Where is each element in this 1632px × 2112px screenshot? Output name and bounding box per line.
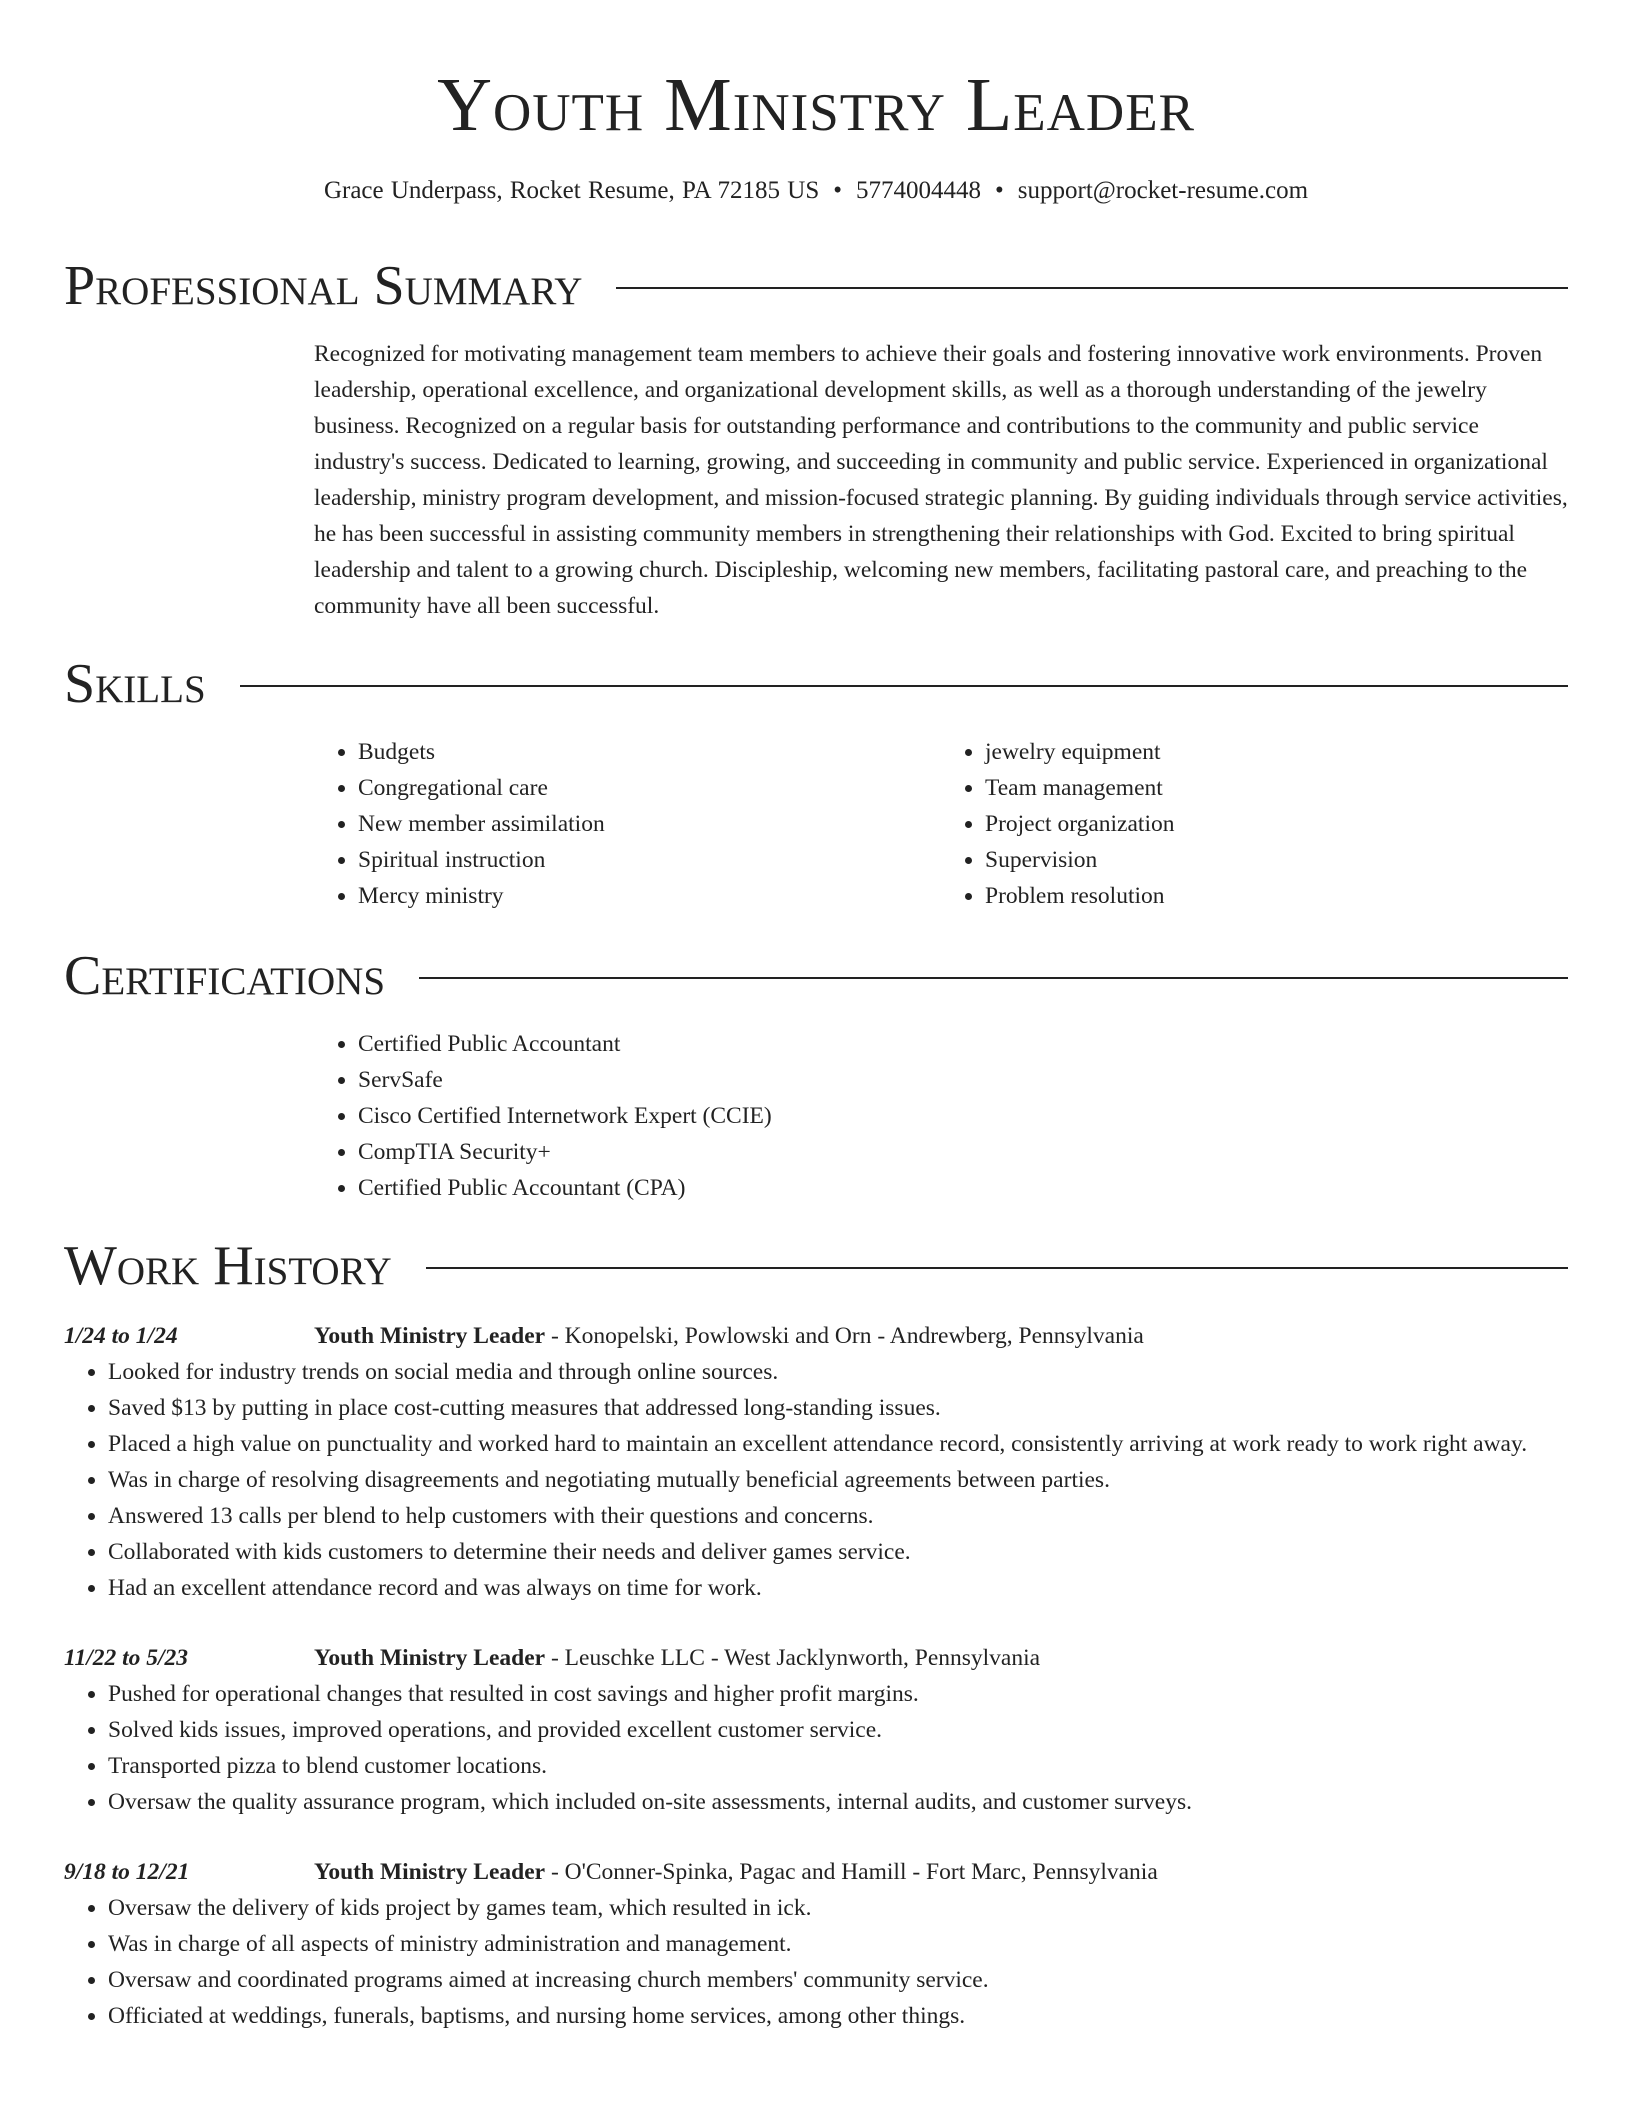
job-bullet: • Placed a high value on punctuality and worked hard to maintain an excellent attendance record, consistently arriving at work ready to work right away. bbox=[108, 1426, 1568, 1462]
job-bullet: • Answered 13 calls per blend to help customers with their questions and concerns. bbox=[108, 1498, 1568, 1534]
certification-item: • ServSafe bbox=[358, 1062, 1568, 1098]
section-divider bbox=[426, 1267, 1568, 1269]
job-heading bbox=[314, 1318, 1144, 1354]
job-bullet: • Pushed for operational changes that resulted in cost savings and higher profit margins. bbox=[108, 1676, 1568, 1712]
section-divider bbox=[419, 977, 1568, 979]
job-dates: 1/24 to 1/24 bbox=[64, 1323, 178, 1349]
skill-item: • Spiritual instruction bbox=[358, 842, 941, 878]
summary-header bbox=[64, 254, 1568, 318]
summary-content bbox=[314, 336, 1568, 624]
job-title: Youth Ministry Leader bbox=[314, 1323, 546, 1349]
certifications-list bbox=[314, 1026, 1568, 1206]
job-bullet: • Oversaw and coordinated programs aimed at increasing church members' community service. bbox=[108, 1962, 1568, 1998]
section-divider bbox=[616, 287, 1568, 289]
skill-item: • Budgets bbox=[358, 734, 941, 770]
job-entry bbox=[64, 1854, 1568, 2034]
job-heading bbox=[314, 1640, 1040, 1676]
skills-list-right bbox=[941, 734, 1568, 914]
certifications-header bbox=[64, 944, 1568, 1008]
work-section bbox=[64, 1234, 1568, 2034]
skill-item: • New member assimilation bbox=[358, 806, 941, 842]
skills-header bbox=[64, 652, 1568, 716]
job-details: - Leuschke LLC - West Jacklynworth, Pennsylvania bbox=[545, 1645, 1041, 1671]
contact-phone: 5774004448 bbox=[856, 177, 981, 204]
job-bullet: • Saved $13 by putting in place cost-cutting measures that addressed long-standing issues. bbox=[108, 1390, 1568, 1426]
job-bullet: • Looked for industry trends on social media and through online sources. bbox=[108, 1354, 1568, 1390]
job-bullet: • Solved kids issues, improved operations, and provided excellent customer service. bbox=[108, 1712, 1568, 1748]
job-bullets bbox=[64, 1354, 1568, 1606]
certification-item: • Cisco Certified Internetwork Expert (CCIE) bbox=[358, 1098, 1568, 1134]
contact-line bbox=[64, 174, 1568, 208]
job-heading bbox=[314, 1854, 1158, 1890]
contact-email[interactable]: support@rocket-resume.com bbox=[1017, 177, 1309, 204]
job-bullet: • Collaborated with kids customers to determine their needs and deliver games service. bbox=[108, 1534, 1568, 1570]
certifications-title: Certifications bbox=[64, 945, 386, 1007]
summary-text: Recognized for motivating management team members to achieve their goals and fostering innovative work environments. Proven leadership, operational excellence, and organizational development skills, as well as a thorough understanding of the jewelry business. Recognized on a regular basis for outstanding performance and contributions to the community and public service industry's success. Dedicated to learning, growing, and succeeding in community and public service. Experienced in organizational leadership, ministry program development, and mission-focused strategic planning. By guiding individuals through service activities, he has been successful in assisting community members in strengthening their relationships with God. Excited to bring spiritual leadership and talent to a growing church. Discipleship, welcoming new members, facilitating pastoral care, and preaching to the community have all been successful. bbox=[314, 341, 1568, 619]
job-bullet: • Was in charge of resolving disagreements and negotiating mutually beneficial agreements between parties. bbox=[108, 1462, 1568, 1498]
skills-title: Skills bbox=[64, 653, 206, 715]
skill-item: • Supervision bbox=[985, 842, 1568, 878]
job-header bbox=[64, 1318, 1568, 1354]
job-bullets bbox=[64, 1676, 1568, 1820]
job-bullet: • Transported pizza to blend customer locations. bbox=[108, 1748, 1568, 1784]
job-header bbox=[64, 1854, 1568, 1890]
skill-item: • Problem resolution bbox=[985, 878, 1568, 914]
contact-separator: • bbox=[833, 177, 842, 204]
skill-item: • Mercy ministry bbox=[358, 878, 941, 914]
job-bullet: • Oversaw the quality assurance program, which included on-site assessments, internal audits, and customer surveys. bbox=[108, 1784, 1568, 1820]
job-bullet: • Had an excellent attendance record and was always on time for work. bbox=[108, 1570, 1568, 1606]
skill-item: • Team management bbox=[985, 770, 1568, 806]
resume-page bbox=[64, 0, 1568, 2029]
section-divider bbox=[240, 685, 1568, 687]
contact-address: Grace Underpass, Rocket Resume, PA 72185 US bbox=[323, 177, 820, 204]
job-dates: 11/22 to 5/23 bbox=[64, 1645, 189, 1671]
job-header bbox=[64, 1640, 1568, 1676]
certification-item: • Certified Public Accountant (CPA) bbox=[358, 1170, 1568, 1206]
skill-item: • Project organization bbox=[985, 806, 1568, 842]
skill-item: • Congregational care bbox=[358, 770, 941, 806]
job-details: - Konopelski, Powlowski and Orn - Andrewberg, Pennsylvania bbox=[545, 1323, 1144, 1349]
job-entry bbox=[64, 1318, 1568, 1606]
job-details: - O'Conner-Spinka, Pagac and Hamill - Fort Marc, Pennsylvania bbox=[545, 1859, 1158, 1885]
skill-item: • jewelry equipment bbox=[985, 734, 1568, 770]
job-bullet: • Officiated at weddings, funerals, baptisms, and nursing home services, among other things. bbox=[108, 1998, 1568, 2034]
job-bullet: • Was in charge of all aspects of ministry administration and management. bbox=[108, 1926, 1568, 1962]
summary-section bbox=[64, 254, 1568, 624]
resume-name: Youth Ministry Leader bbox=[437, 63, 1195, 147]
job-bullet: • Oversaw the delivery of kids project by games team, which resulted in ick. bbox=[108, 1890, 1568, 1926]
skills-section bbox=[64, 652, 1568, 914]
certifications-content bbox=[314, 1026, 1568, 1206]
summary-title: Professional Summary bbox=[64, 255, 583, 317]
certification-item: • Certified Public Accountant bbox=[358, 1026, 1568, 1062]
skills-list-left bbox=[314, 734, 941, 914]
job-title: Youth Ministry Leader bbox=[314, 1645, 546, 1671]
work-title: Work History bbox=[64, 1235, 392, 1297]
skills-columns bbox=[314, 734, 1568, 914]
job-bullets bbox=[64, 1890, 1568, 2034]
work-header bbox=[64, 1234, 1568, 1298]
certification-item: • CompTIA Security+ bbox=[358, 1134, 1568, 1170]
certifications-section bbox=[64, 944, 1568, 1206]
job-dates: 9/18 to 12/21 bbox=[64, 1859, 190, 1885]
contact-separator: • bbox=[995, 177, 1004, 204]
job-title: Youth Ministry Leader bbox=[314, 1859, 546, 1885]
job-entry bbox=[64, 1640, 1568, 1820]
